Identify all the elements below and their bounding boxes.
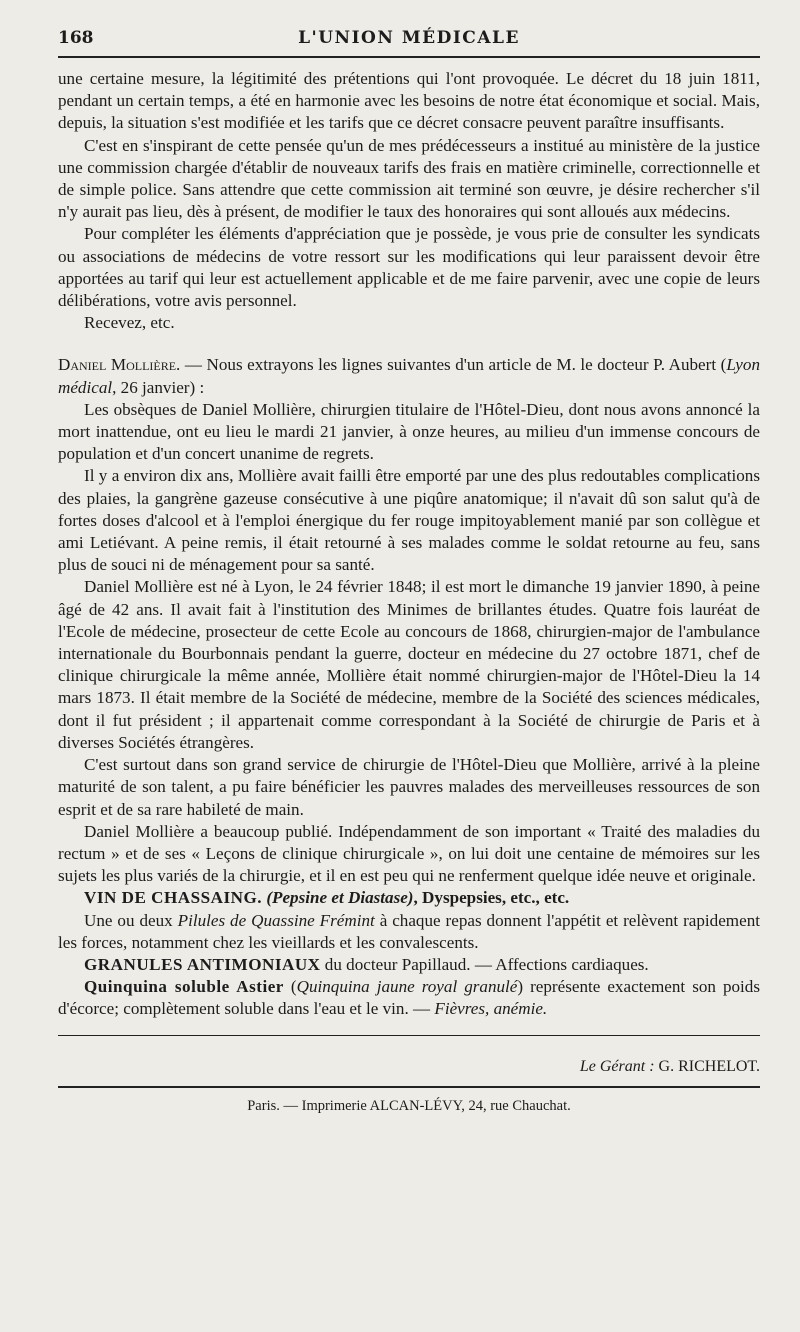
paragraph-7: Il y a environ dix ans, Mollière avait failli être emporté par une des plus redoutables complications des plaies, la gangrène gazeuse consécutive à une piqûre anatomique; il n'avait dû son salut qu'à de fortes doses d'alcool et à l'emploi énergique du fer rouge impitoyablement manié par son collègue et ami Letiévant. A peine remis, il était retourné à ses malades comme le soldat retourne au feu, sans plus de souci ni de ménagement pour sa santé. bbox=[58, 466, 760, 575]
ad-pilules-quassine bbox=[58, 910, 760, 954]
ad3-name: GRANULES ANTIMONIAUX bbox=[84, 954, 321, 974]
ad4-name: Quinquina soluble Astier bbox=[84, 977, 284, 997]
ad4-italic: Quinquina jaune royal granulé bbox=[296, 977, 518, 997]
paragraph-10: Daniel Mollière a beaucoup publié. Indépendamment de son important « Traité des maladies du rectum » et de ses « Leçons de clinique chirurgicale », on lui doit une centaine de mémoires sur les sujets les plus variés de la chirurgie, et il en est peu qui ne renferment quelque idée neuve et originale. bbox=[58, 821, 760, 886]
ad4-mid: ) représente exactement son poids d'écorce; complètement soluble dans l'eau et le vin. — bbox=[58, 977, 760, 1019]
printer-imprint: Paris. — Imprimerie ALCAN-LÉVY, 24, rue Chauchat. bbox=[247, 1097, 571, 1114]
paragraph-closing: Recevez, etc. bbox=[84, 313, 175, 333]
intro-text: — Nous extrayons les lignes suivantes d'un article de M. le docteur P. Aubert ( bbox=[180, 355, 727, 375]
ad-vin-chassaing bbox=[58, 887, 760, 909]
paragraph-1: une certaine mesure, la légitimité des prétentions qui l'ont provoquée. Le décret du 18 juin 1811, pendant un certain temps, a été en harmonie avec les besoins de notre état économique et social. Mais, depuis, la situation s'est modifiée et les tarifs que ce décret consacre peuvent paraître insuffisants. bbox=[58, 69, 760, 133]
article-body bbox=[58, 68, 760, 1021]
page-number: 168 bbox=[58, 28, 94, 48]
ad1-name: VIN DE CHASSAING. bbox=[84, 888, 263, 908]
gerant-line bbox=[58, 1058, 760, 1076]
journal-page bbox=[58, 28, 760, 1318]
ad4-end: Fièvres, anémie. bbox=[434, 999, 548, 1019]
ad1-rest: , Dyspepsies, etc., etc. bbox=[413, 888, 570, 908]
gerant-name: G. RICHELOT. bbox=[654, 1057, 760, 1075]
intro-end: , 26 janvier) : bbox=[112, 377, 205, 397]
paragraph-6: Les obsèques de Daniel Mollière, chirurgien titulaire de l'Hôtel-Dieu, dont nous avons annoncé la mort inattendue, ont eu lieu le mardi 21 janvier, à onze heures, au milieu d'un immense concours de population et d'un concert unanime de regrets. bbox=[58, 399, 760, 464]
journal-title: L'UNION MÉDICALE bbox=[298, 28, 520, 48]
ad4-pre: ( bbox=[283, 977, 297, 997]
ad-quinquina-astier bbox=[58, 976, 760, 1020]
section-lead: Daniel Mollière. bbox=[58, 355, 181, 375]
gerant-label: Le Gérant : bbox=[579, 1057, 655, 1075]
running-header bbox=[58, 28, 760, 52]
footer-rule-top bbox=[58, 1035, 760, 1036]
ad-granules-antimoniaux bbox=[58, 954, 760, 976]
ad2-pre: Une ou deux bbox=[84, 910, 178, 930]
paragraph-mollière-intro bbox=[58, 354, 760, 398]
ad1-italic: (Pepsine et Diastase) bbox=[266, 888, 414, 908]
ad2-rest: à chaque repas donnent l'appétit et relèvent rapidement les forces, notamment chez les vieillards et les convalescents. bbox=[58, 910, 760, 952]
ad3-rest: du docteur Papillaud. — Affections cardiaques. bbox=[320, 954, 649, 974]
paragraph-2: C'est en s'inspirant de cette pensée qu'un de mes prédécesseurs a institué au ministère de la justice une commission chargée d'établir de nouveaux tarifs des frais en matière criminelle, correctionnelle et de simple police. Sans attendre que cette commission ait terminé son œuvre, je désire rechercher s'il n'y aurait pas lieu, dès à présent, de modifier le taux des honoraires qui sont alloués aux médecins. bbox=[58, 135, 760, 222]
footer-rule-bottom bbox=[58, 1086, 760, 1088]
source-journal: Lyon médical bbox=[58, 355, 760, 397]
paragraph-3: Pour compléter les éléments d'appréciation que je possède, je vous prie de consulter les syndicats ou associations de médecins de votre ressort sur les modifications qui leur paraissent devoir être apportées au tarif qui leur est actuellement applicable et de me faire parvenir, avec une copie de leurs délibérations, votre avis personnel. bbox=[58, 224, 760, 311]
paragraph-9: C'est surtout dans son grand service de chirurgie de l'Hôtel-Dieu que Mollière, arrivé à la pleine maturité de son talent, a pu faire bénéficier les pauvres malades des merveilleuses ressources de son esprit et de sa rare habileté de main. bbox=[58, 755, 760, 819]
paragraph-8: Daniel Mollière est né à Lyon, le 24 février 1848; il est mort le dimanche 19 janvier 1890, à peine âgé de 42 ans. Il avait fait à l'institution des Minimes de brillantes études. Quatre fois lauréat de l'Ecole de médecine, prosecteur de cette Ecole au concours de 1868, chirurgien-major de l'ambulance internationale du Bourbonnais pendant la guerre, docteur en médecine du 27 octobre 1871, chef de clinique chirurgicale la même année, Mollière était nommé chirurgien-major de l'Hôtel-Dieu la 14 mars 1873. Il était membre de la Société de médecine, membre de la Société des sciences médicales, dont il fut président ; il appartenait comme correspondant à la Société de chirurgie de Paris et à diverses Sociétés étrangères. bbox=[58, 577, 760, 752]
header-rule bbox=[58, 56, 760, 58]
ad2-italic: Pilules de Quassine Frémint bbox=[177, 910, 375, 930]
